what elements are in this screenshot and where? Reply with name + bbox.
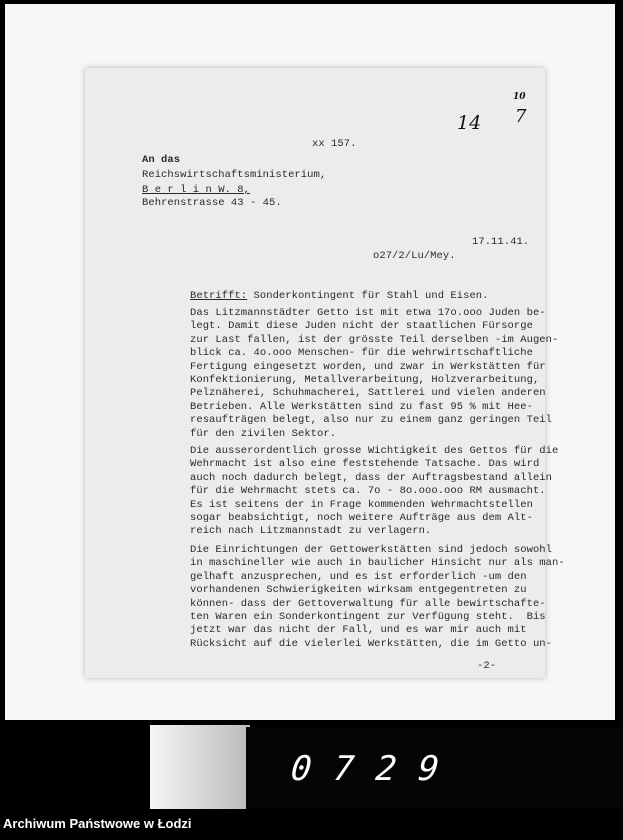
text-line: reich nach Litzmannstadt zu verlagern. [190,525,432,538]
paragraph-1 [190,307,558,441]
text-line: in maschineller wie auch in baulicher Hinsicht nur als man- [190,557,565,570]
text-line: Konfektionierung, Metallverarbeitung, Holzverarbeitung, [190,374,540,387]
text-line: sogar beabsichtigt, noch weitere Aufträge aus dem Alt- [190,512,533,525]
text-line: Wehrmacht ist also eine feststehende Tatsache. Das wird [190,458,540,471]
reference-code: o27/2/Lu/Mey. [373,250,456,262]
text-line: können- dass der Gettoverwaltung für alle bewirtschafte- [190,597,546,610]
text-line: vorhandenen Schwierigkeiten wirksam entgegentreten zu [190,584,527,597]
counter-shadow [150,725,250,809]
text-line: Fertigung eingesetzt worden, und zwar in Werkstätten für [190,360,546,373]
recipient-city: B e r l i n W. 8, [142,184,250,196]
document-date: 17.11.41. [472,236,530,248]
text-line: Die Einrichtungen der Gettowerkstätten sind jedoch sowohl [190,544,553,556]
document-page [85,68,565,678]
text-line: blick ca. 4o.ooo Menschen- für die wehrwirtschaftliche [190,347,533,360]
archive-name: Archiwum Państwowe w Łodzi [3,816,192,831]
text-line: Betrieben. Alle Werkstätten sind zu fast 95 % mit Hee- [190,400,533,413]
handwritten-folio-number: 14 [457,112,482,134]
subject-label: Betrifft: [190,290,248,302]
text-line: jetzt war das nicht der Fall, und es war mir auch mit [190,624,527,637]
recipient-street: Behrenstrasse 43 - 45. [142,197,282,209]
handwritten-page-number: 7 [515,106,527,127]
text-line: Es ist seitens der in Frage kommenden Wehrmachtstellen [190,498,533,511]
subject-line [190,290,489,303]
text-line: für den zivilen Sektor. [190,427,337,440]
text-line: zur Last fallen, ist der grösste Teil derselben -im Augen- [190,333,559,346]
text-line: Rücksicht auf die vielerlei Werkstätten, die im Getto un- [190,637,553,650]
page-continuation: -2- [477,660,497,672]
handwritten-number-small: 10 [513,92,526,102]
text-line: legt. Damit diese Juden nicht der staatlichen Fürsorge [190,320,533,333]
paragraph-3 [190,544,565,651]
text-line: Pelznäherei, Schuhmacherei, Sattlerei und vielen anderen [190,387,546,400]
text-line: ten Waren ein Sonderkontingent zur Verfügung steht. Bis [190,611,546,624]
footer-bar [0,809,623,840]
file-number: xx 157. [312,138,357,150]
text-line: Das Litzmannstädter Getto ist mit etwa 17o.ooo Juden be- [190,307,546,319]
text-line: auch noch dadurch belegt, dass der Auftragsbestand allein [190,471,553,484]
paragraph-2 [190,445,558,539]
subject-text: Sonderkontingent für Stahl und Eisen. [247,290,489,302]
recipient-line-1: An das [142,154,181,166]
text-line: für die Wehrmacht stets ca. 7o - 8o.ooo.ooo RM ausmacht. [190,485,546,498]
text-line: resaufträgen belegt, also nur zu einem ganz geringen Teil [190,414,553,427]
recipient-line-2: Reichswirtschaftsministerium, [142,169,327,181]
text-line: gelhaft anzusprechen, und es ist erforderlich -um den [190,570,527,583]
frame-counter-panel [246,727,623,809]
frame-counter: 0729 [288,749,463,789]
text-line: Die ausserordentlich grosse Wichtigkeit des Gettos für die [190,445,559,457]
